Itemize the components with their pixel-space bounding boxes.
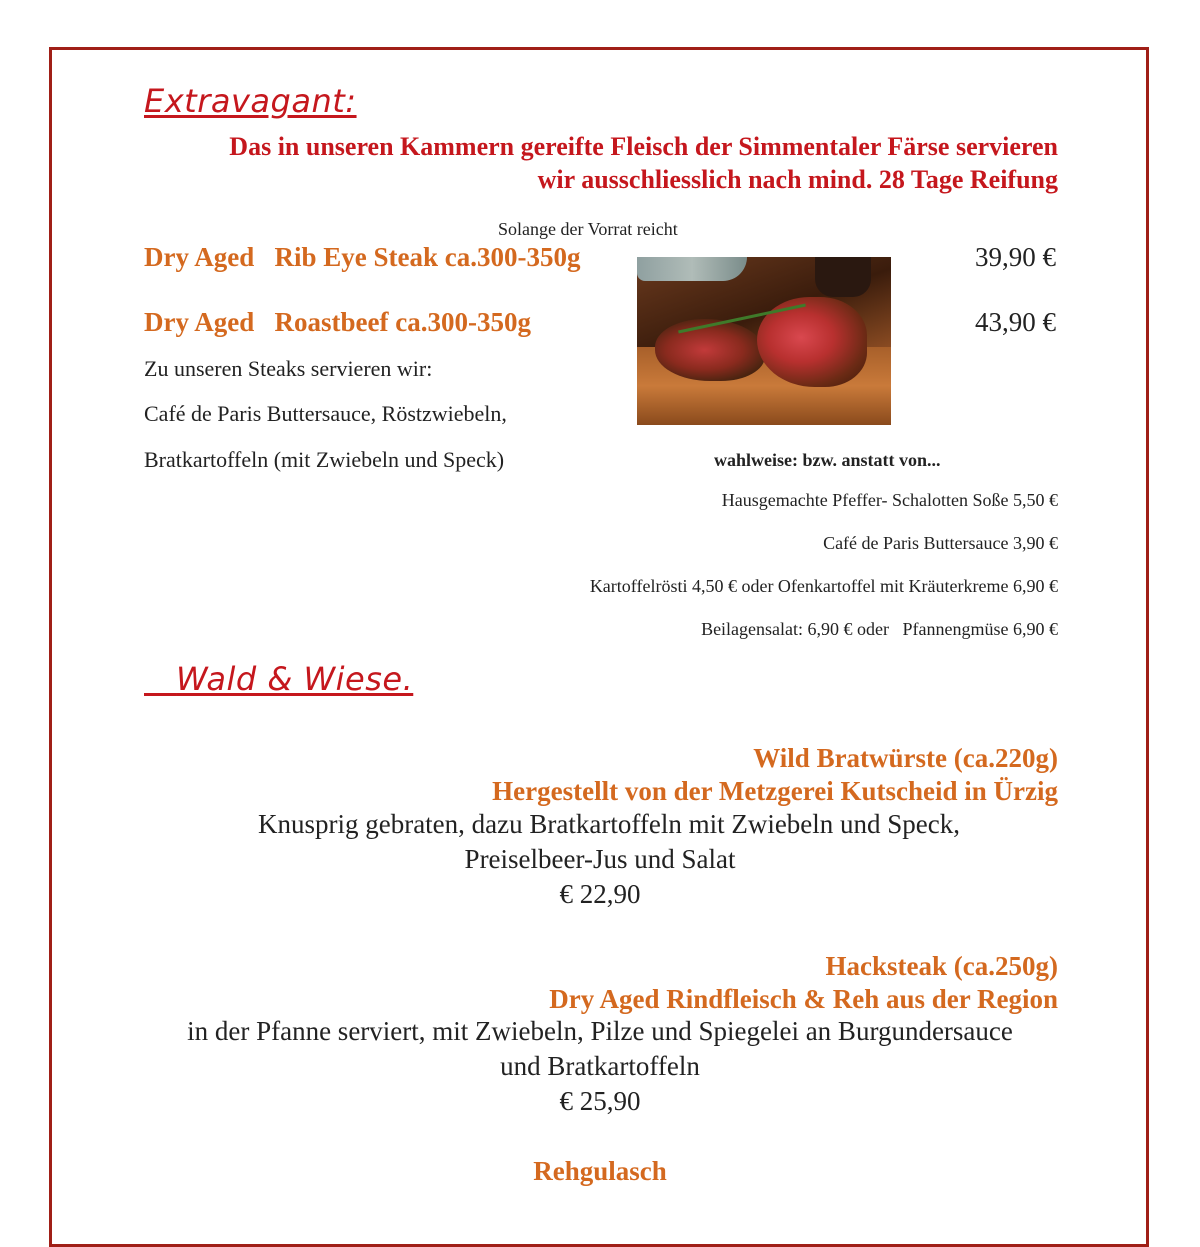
option-item: Hausgemachte Pfeffer- Schalotten Soße 5,50 € bbox=[721, 490, 1058, 510]
napkin-shape bbox=[637, 257, 747, 281]
steak-item-roastbeef bbox=[144, 307, 531, 338]
sides-line-1: Café de Paris Buttersauce, Röstzwiebeln, bbox=[144, 401, 507, 426]
steak-name: Rib Eye Steak ca.300-350g bbox=[274, 242, 581, 272]
dish-price: € 22,90 bbox=[559, 879, 641, 909]
dish-title: Rehgulasch bbox=[533, 1156, 667, 1186]
steak-name: Roastbeef ca.300-350g bbox=[274, 307, 531, 337]
intro-line-1: Das in unseren Kammern gereifte Fleisch der Simmentaler Färse servieren bbox=[229, 132, 1058, 161]
dish-price: € 25,90 bbox=[559, 1086, 641, 1116]
dish-description-2: und Bratkartoffeln bbox=[500, 1051, 700, 1081]
intro-line-2: wir ausschliesslich nach mind. 28 Tage Reifung bbox=[537, 165, 1058, 194]
sides-intro: Zu unseren Steaks servieren wir: bbox=[144, 356, 433, 381]
option-item: Beilagensalat: 6,90 € oder Pfannengmüse 6,90 € bbox=[701, 619, 1058, 639]
options-heading: wahlweise: bzw. anstatt von... bbox=[714, 450, 941, 470]
dish-title: Hacksteak (ca.250g) bbox=[825, 951, 1058, 981]
dish-subtitle: Dry Aged Rindfleisch & Reh aus der Region bbox=[549, 984, 1058, 1014]
sides-line-2: Bratkartoffeln (mit Zwiebeln und Speck) bbox=[144, 447, 505, 472]
steak-prefix: Dry Aged bbox=[144, 307, 255, 337]
pepper-mill-shape bbox=[815, 257, 871, 297]
section-title-text: Wald & Wiese. bbox=[176, 660, 414, 698]
option-item: Café de Paris Buttersauce 3,90 € bbox=[823, 533, 1058, 553]
steak-price-ribeye: 39,90 € bbox=[975, 242, 1056, 272]
steak-photo bbox=[637, 257, 891, 425]
steak-price-roastbeef: 43,90 € bbox=[975, 307, 1056, 337]
steak-item-ribeye bbox=[144, 242, 581, 273]
section-title-extravagant: Extravagant: bbox=[144, 82, 357, 120]
option-item: Kartoffelrösti 4,50 € oder Ofenkartoffel mit Kräuterkreme 6,90 € bbox=[589, 576, 1058, 596]
steak-slice-shape bbox=[655, 319, 765, 381]
dish-title: Wild Bratwürste (ca.220g) bbox=[753, 743, 1058, 773]
dish-description-1: Knusprig gebraten, dazu Bratkartoffeln mit Zwiebeln und Speck, bbox=[257, 809, 961, 839]
section-title-wald-wiese bbox=[144, 660, 413, 698]
steak-prefix: Dry Aged bbox=[144, 242, 255, 272]
dish-description-1: in der Pfanne serviert, mit Zwiebeln, Pilze und Spiegelei an Burgundersauce bbox=[187, 1016, 1013, 1046]
dish-description-2: Preiselbeer-Jus und Salat bbox=[464, 844, 736, 874]
dish-subtitle: Hergestellt von der Metzgerei Kutscheid in Ürzig bbox=[492, 776, 1058, 806]
stock-note: Solange der Vorrat reicht bbox=[498, 219, 678, 239]
